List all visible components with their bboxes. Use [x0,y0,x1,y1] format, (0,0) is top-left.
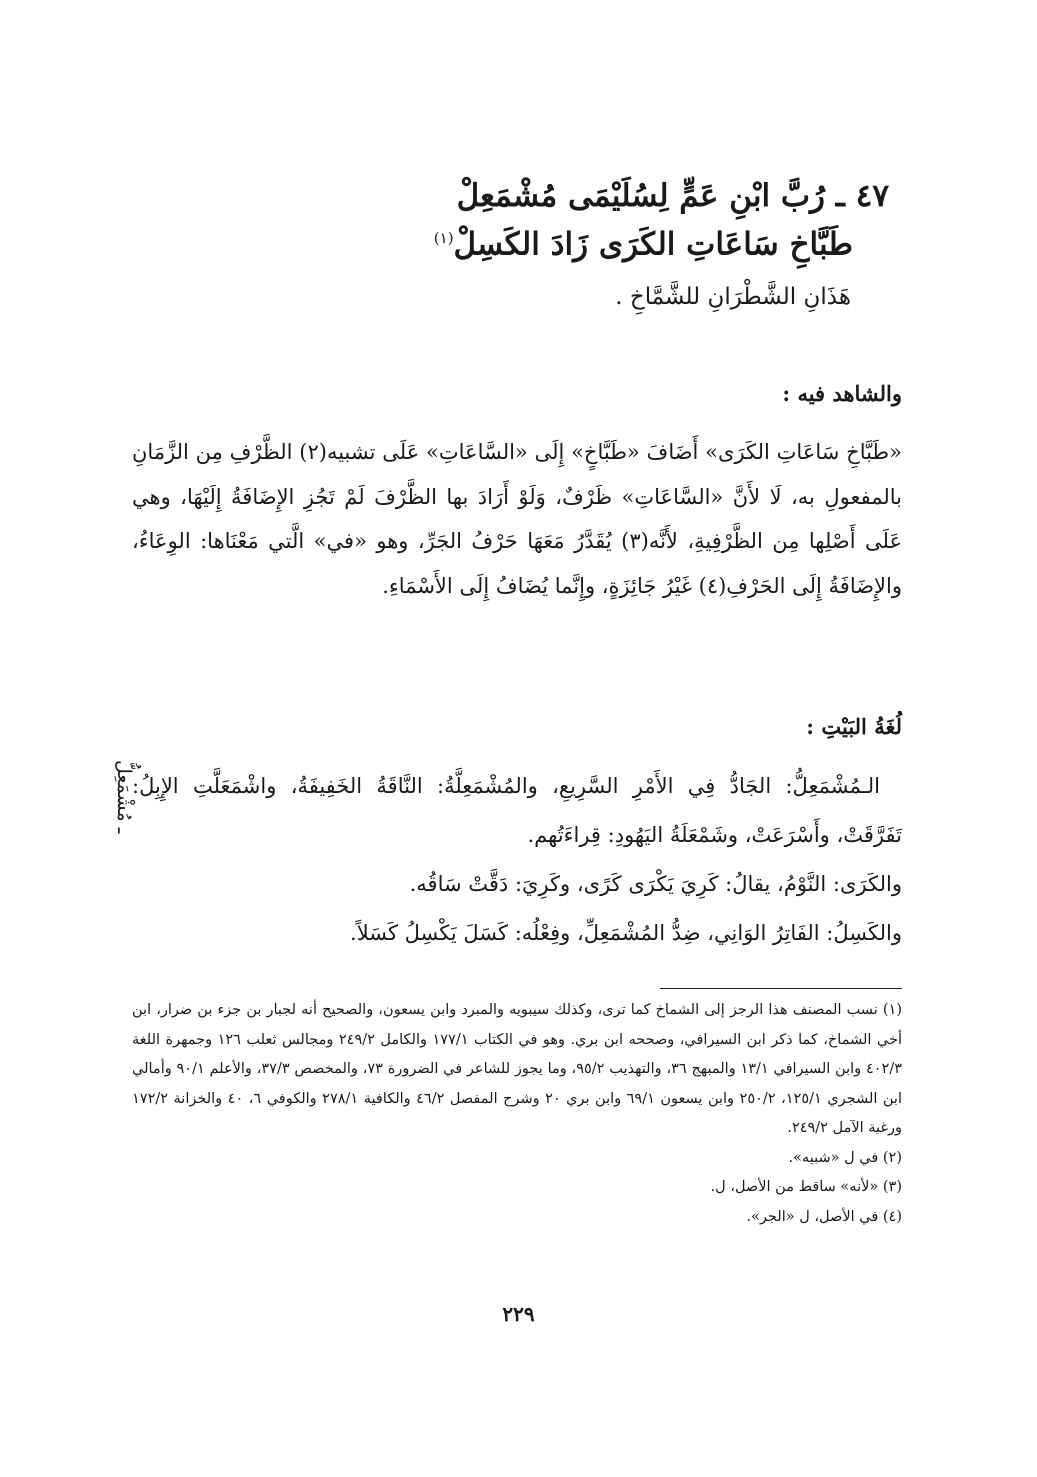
lugha-paragraph-kasil: والكَسِلُ: الفَاتِرُ الوَانِي، ضِدُّ المُشْمَعِلِّ، وفِعْلُه: كَسَلَ يَكْسِلُ كَسَلاً. [350,921,902,945]
footnote-ref-1: (١) [433,229,454,247]
margin-handwritten-note: ـ مُشْمَعِلُّ [113,760,135,834]
lugha-paragraph-mushmaill: الـمُشْمَعِلُّ: الجَادُّ فِي الأَمْرِ السَّرِيعِ، والمُشْمَعِلَّةُ: النَّاقَةُ الخَفِيفَةُ، واشْمَعَلَّتِ الإِبِلُ: تَفَرَّقَتْ، وأَسْرَعَتْ، وشَمْعَلَةُ اليَهُودِ: قِراءَتُهم. [132,774,902,847]
footnote-1: (١) نسب المصنف هذا الرجز إلى الشماخ كما ترى، وكذلك سيبويه والمبرد وابن يسعون، والصحيح أنه لجبار بن جزء بن ضرار، ابن أخي الشماخ، كما ذكر ابن السيرافي، وصححه ابن بري. وهو في الكتاب ١٧٧/١ والكامل ٢٤٩/٢ ومجالس ثعلب ١٢٦ وجمهرة اللغة ٤٠٢/٣ وابن السيرافي ١٣/١ والمبهج ٣٦، والتهذيب ٩٥/٢، وما يجوز للشاعر في الضرورة ٧٣، والمخصص ٣٧/٣، والأعلم ٩٠/١ وأمالي ابن الشجري ١٢٥/١، ٢٥٠/٢ وابن يسعون ٦٩/١ وابن بري ٢٠ وشرح المفصل ٤٦/٢ والكافية ٢٧٨/١ والكوفي ٦، ٤٠ والخزانة ١٧٢/٢ ورغبة الآمل ٢٤٩/٢. [132,1002,903,1136]
footnote-divider [660,988,902,989]
verse-second-hemistich-text: طَبَّاخِ سَاعَاتِ الكَرَى زَادَ الكَسِلْ [453,226,853,263]
footnotes [132,996,902,1232]
footnote-3: (٣) «لأنه» ساقط من الأصل، ل. [710,1179,902,1195]
verse-attribution: هَذَانِ الشَّطْرَانِ للشَّمَّاخِ . [615,284,851,311]
footnote-2: (٢) في ل «شبيه». [788,1149,902,1166]
page-number: ٢٢٩ [502,1302,535,1326]
lugha-heading: لُغَةُ البَيْتِ : [806,714,902,739]
lugha-paragraph-kara: والكَرَى: النَّوْمُ، يقالُ: كَرِيَ يَكْرَى كَرًى، وكَرِيَ: دَقَّتْ سَاقُه. [409,872,902,896]
shahid-heading: والشاهد فيه : [782,381,902,406]
verse-block [289,175,889,317]
verse-first-hemistich: ٤٧ ـ رُبَّ ابْنِ عَمٍّ لِسُلَيْمَى مُشْمَعِلْ [456,178,889,214]
verse-second-hemistich [289,217,889,265]
lugha-section [132,762,902,958]
shahid-paragraph: «طَبَّاخِ سَاعَاتِ الكَرَى» أَضَافَ «طَبَّاخٍ» إِلَى «السَّاعَاتِ» عَلَى تشبيه(٢) الظَّرْفِ مِن الزَّمَانِ بالمفعولِ به، لَا لأَنَّ «السَّاعَاتِ» ظَرْفٌ، وَلَوْ أَرَادَ بها الظَّرْفَ لَمْ تَجُزِ الإِضَافَةُ إِلَيْهَا، وهي عَلَى أَصْلِها مِن الظَّرْفِيةِ، لأَنَّه(٣) يُقَدَّرُ مَعَهَا حَرْفُ الجَرِّ، وهو «في» الَّتي مَعْنَاها: الوِعَاءُ، والإِضَافَةُ إِلَى الحَرْفِ(٤) غَيْرُ جَائِزَةٍ، وإِنَّما يُضَافُ إِلَى الأَسْمَاءِ. [132,440,902,598]
footnote-4: (٤) في الأصل، ل «الجر». [746,1208,902,1225]
